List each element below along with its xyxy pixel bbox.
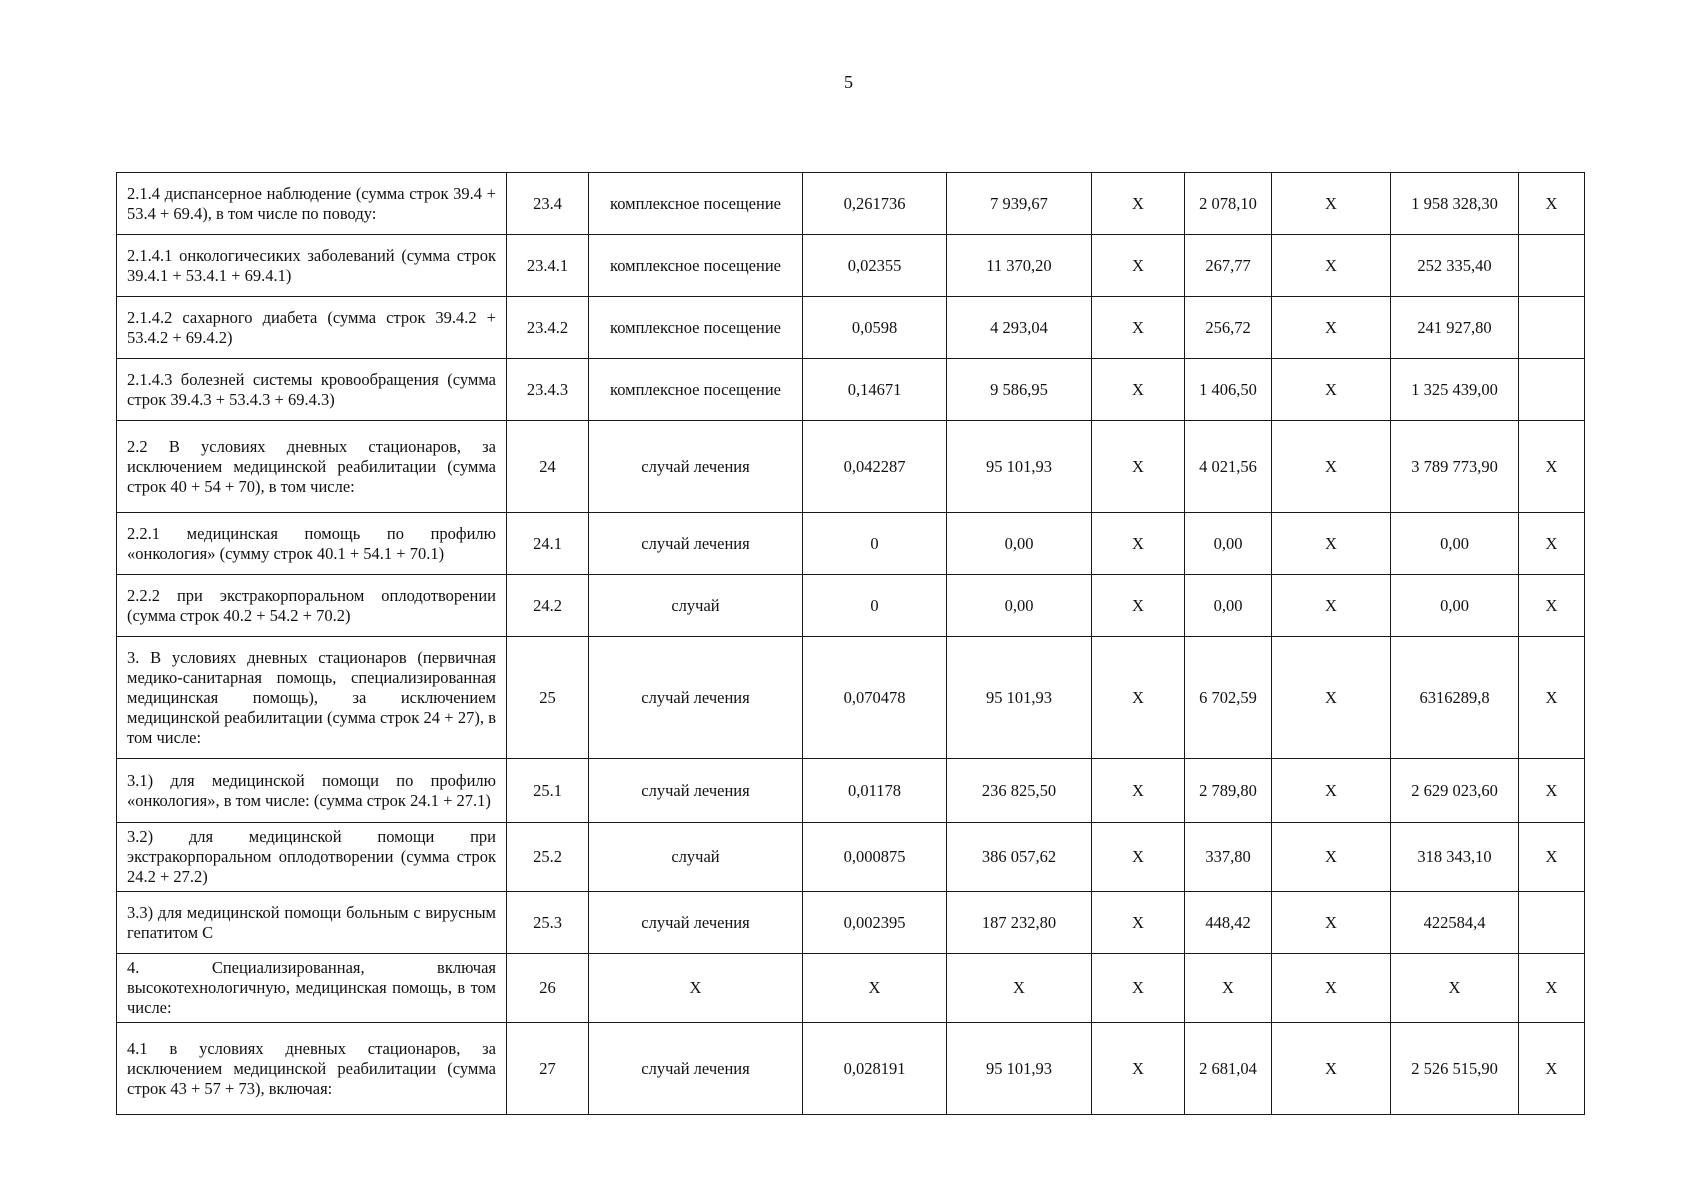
unit-cell: случай лечения [589, 637, 803, 759]
table-row [117, 173, 1585, 235]
table-row [117, 297, 1585, 359]
x-cell: X [1272, 235, 1391, 297]
unit-cell: случай лечения [589, 759, 803, 823]
line-number-cell: 23.4 [507, 173, 589, 235]
total-cost-cell: 3 789 773,90 [1391, 421, 1519, 513]
standard-volume-cell: 0,028191 [803, 1023, 947, 1115]
line-number-cell: 27 [507, 1023, 589, 1115]
cost-per-unit-cell: 95 101,93 [947, 637, 1092, 759]
per-capita-cell: 6 702,59 [1185, 637, 1272, 759]
per-capita-cell: 448,42 [1185, 892, 1272, 954]
per-capita-cell: 1 406,50 [1185, 359, 1272, 421]
x-cell: X [1519, 421, 1585, 513]
table-row [117, 513, 1585, 575]
x-cell: X [1272, 823, 1391, 892]
x-cell: X [1519, 954, 1585, 1023]
table-row [117, 1023, 1585, 1115]
standard-volume-cell: 0,042287 [803, 421, 947, 513]
x-cell: X [1092, 575, 1185, 637]
line-number-cell: 24 [507, 421, 589, 513]
cost-per-unit-cell: 11 370,20 [947, 235, 1092, 297]
x-cell [1519, 297, 1585, 359]
per-capita-cell: 2 078,10 [1185, 173, 1272, 235]
row-name-cell: 2.1.4.2 сахарного диабета (сумма строк 39.4.2 + 53.4.2 + 69.4.2) [117, 297, 507, 359]
table-row [117, 359, 1585, 421]
x-cell: X [1272, 575, 1391, 637]
x-cell: X [1092, 359, 1185, 421]
x-cell: X [1272, 1023, 1391, 1115]
x-cell [1519, 235, 1585, 297]
table-row [117, 637, 1585, 759]
per-capita-cell: 2 681,04 [1185, 1023, 1272, 1115]
line-number-cell: 24.2 [507, 575, 589, 637]
x-cell: X [1092, 513, 1185, 575]
per-capita-cell: 267,77 [1185, 235, 1272, 297]
x-cell: X [1519, 513, 1585, 575]
x-cell: X [1092, 759, 1185, 823]
x-cell: X [1092, 421, 1185, 513]
x-cell: X [1272, 892, 1391, 954]
row-name-cell: 3.3) для медицинской помощи больным с вирусным гепатитом С [117, 892, 507, 954]
cost-per-unit-cell: 236 825,50 [947, 759, 1092, 823]
line-number-cell: 23.4.2 [507, 297, 589, 359]
x-cell: X [1519, 173, 1585, 235]
unit-cell: комплексное посещение [589, 297, 803, 359]
row-name-cell: 2.1.4 диспансерное наблюдение (сумма строк 39.4 + 53.4 + 69.4), в том числе по поводу: [117, 173, 507, 235]
table-row [117, 823, 1585, 892]
row-name-cell: 3. В условиях дневных стационаров (первичная медико-санитарная помощь, специализированная медицинская помощь), за исключением медицинской реабилитации (сумма строк 24 + 27), в том числе: [117, 637, 507, 759]
table-row [117, 954, 1585, 1023]
cost-per-unit-cell: 4 293,04 [947, 297, 1092, 359]
row-name-cell: 4.1 в условиях дневных стационаров, за исключением медицинской реабилитации (сумма строк 43 + 57 + 73), включая: [117, 1023, 507, 1115]
x-cell: X [1092, 823, 1185, 892]
per-capita-cell: 0,00 [1185, 575, 1272, 637]
x-cell: X [1092, 235, 1185, 297]
row-name-cell: 2.1.4.3 болезней системы кровообращения (сумма строк 39.4.3 + 53.4.3 + 69.4.3) [117, 359, 507, 421]
standard-volume-cell: 0,0598 [803, 297, 947, 359]
row-name-cell: 4. Специализированная, включая высокотехнологичную, медицинская помощь, в том числе: [117, 954, 507, 1023]
page-number: 5 [844, 72, 853, 92]
row-name-cell: 2.2 В условиях дневных стационаров, за исключением медицинской реабилитации (сумма строк 40 + 54 + 70), в том числе: [117, 421, 507, 513]
x-cell: X [1272, 954, 1391, 1023]
per-capita-cell: 0,00 [1185, 513, 1272, 575]
total-cost-cell: 422584,4 [1391, 892, 1519, 954]
per-capita-cell: 337,80 [1185, 823, 1272, 892]
line-number-cell: 25.3 [507, 892, 589, 954]
total-cost-cell: X [1391, 954, 1519, 1023]
x-cell [1519, 359, 1585, 421]
unit-cell: случай лечения [589, 892, 803, 954]
line-number-cell: 25.1 [507, 759, 589, 823]
line-number-cell: 23.4.1 [507, 235, 589, 297]
standard-volume-cell: 0,14671 [803, 359, 947, 421]
table-row [117, 892, 1585, 954]
standard-volume-cell: 0,000875 [803, 823, 947, 892]
unit-cell: комплексное посещение [589, 235, 803, 297]
unit-cell: случай лечения [589, 1023, 803, 1115]
x-cell: X [1272, 359, 1391, 421]
row-name-cell: 2.2.2 при экстракорпоральном оплодотворении (сумма строк 40.2 + 54.2 + 70.2) [117, 575, 507, 637]
line-number-cell: 25 [507, 637, 589, 759]
x-cell: X [1519, 575, 1585, 637]
total-cost-cell: 6316289,8 [1391, 637, 1519, 759]
total-cost-cell: 0,00 [1391, 575, 1519, 637]
x-cell: X [1272, 297, 1391, 359]
unit-cell: случай [589, 575, 803, 637]
cost-per-unit-cell: 187 232,80 [947, 892, 1092, 954]
x-cell [1519, 892, 1585, 954]
total-cost-cell: 2 526 515,90 [1391, 1023, 1519, 1115]
x-cell: X [1272, 759, 1391, 823]
standard-volume-cell: 0,02355 [803, 235, 947, 297]
data-table [116, 172, 1585, 1115]
standard-volume-cell: X [803, 954, 947, 1023]
unit-cell: случай лечения [589, 421, 803, 513]
x-cell: X [1272, 513, 1391, 575]
standard-volume-cell: 0,01178 [803, 759, 947, 823]
x-cell: X [1092, 892, 1185, 954]
line-number-cell: 24.1 [507, 513, 589, 575]
standard-volume-cell: 0,002395 [803, 892, 947, 954]
unit-cell: случай лечения [589, 513, 803, 575]
x-cell: X [1519, 637, 1585, 759]
line-number-cell: 26 [507, 954, 589, 1023]
x-cell: X [1519, 1023, 1585, 1115]
unit-cell: случай [589, 823, 803, 892]
cost-per-unit-cell: X [947, 954, 1092, 1023]
standard-volume-cell: 0,070478 [803, 637, 947, 759]
table-row [117, 235, 1585, 297]
total-cost-cell: 252 335,40 [1391, 235, 1519, 297]
cost-per-unit-cell: 7 939,67 [947, 173, 1092, 235]
x-cell: X [1092, 954, 1185, 1023]
total-cost-cell: 1 958 328,30 [1391, 173, 1519, 235]
standard-volume-cell: 0 [803, 513, 947, 575]
unit-cell: комплексное посещение [589, 359, 803, 421]
cost-per-unit-cell: 95 101,93 [947, 1023, 1092, 1115]
x-cell: X [1519, 759, 1585, 823]
x-cell: X [1272, 173, 1391, 235]
x-cell: X [1519, 823, 1585, 892]
row-name-cell: 2.2.1 медицинская помощь по профилю «онкология» (сумму строк 40.1 + 54.1 + 70.1) [117, 513, 507, 575]
table-row [117, 421, 1585, 513]
per-capita-cell: 256,72 [1185, 297, 1272, 359]
cost-per-unit-cell: 95 101,93 [947, 421, 1092, 513]
cost-per-unit-cell: 9 586,95 [947, 359, 1092, 421]
total-cost-cell: 2 629 023,60 [1391, 759, 1519, 823]
total-cost-cell: 318 343,10 [1391, 823, 1519, 892]
total-cost-cell: 0,00 [1391, 513, 1519, 575]
row-name-cell: 2.1.4.1 онкологичесиких заболеваний (сумма строк 39.4.1 + 53.4.1 + 69.4.1) [117, 235, 507, 297]
line-number-cell: 25.2 [507, 823, 589, 892]
total-cost-cell: 1 325 439,00 [1391, 359, 1519, 421]
standard-volume-cell: 0,261736 [803, 173, 947, 235]
per-capita-cell: 2 789,80 [1185, 759, 1272, 823]
line-number-cell: 23.4.3 [507, 359, 589, 421]
x-cell: X [1092, 173, 1185, 235]
unit-cell: комплексное посещение [589, 173, 803, 235]
per-capita-cell: 4 021,56 [1185, 421, 1272, 513]
cost-per-unit-cell: 0,00 [947, 575, 1092, 637]
cost-per-unit-cell: 386 057,62 [947, 823, 1092, 892]
x-cell: X [1272, 421, 1391, 513]
x-cell: X [1272, 637, 1391, 759]
x-cell: X [1092, 297, 1185, 359]
unit-cell: X [589, 954, 803, 1023]
row-name-cell: 3.2) для медицинской помощи при экстракорпоральном оплодотворении (сумма строк 24.2 + 27.2) [117, 823, 507, 892]
total-cost-cell: 241 927,80 [1391, 297, 1519, 359]
row-name-cell: 3.1) для медицинской помощи по профилю «онкология», в том числе: (сумма строк 24.1 + 27.1) [117, 759, 507, 823]
cost-per-unit-cell: 0,00 [947, 513, 1092, 575]
standard-volume-cell: 0 [803, 575, 947, 637]
per-capita-cell: X [1185, 954, 1272, 1023]
x-cell: X [1092, 1023, 1185, 1115]
table-row [117, 759, 1585, 823]
x-cell: X [1092, 637, 1185, 759]
table-row [117, 575, 1585, 637]
